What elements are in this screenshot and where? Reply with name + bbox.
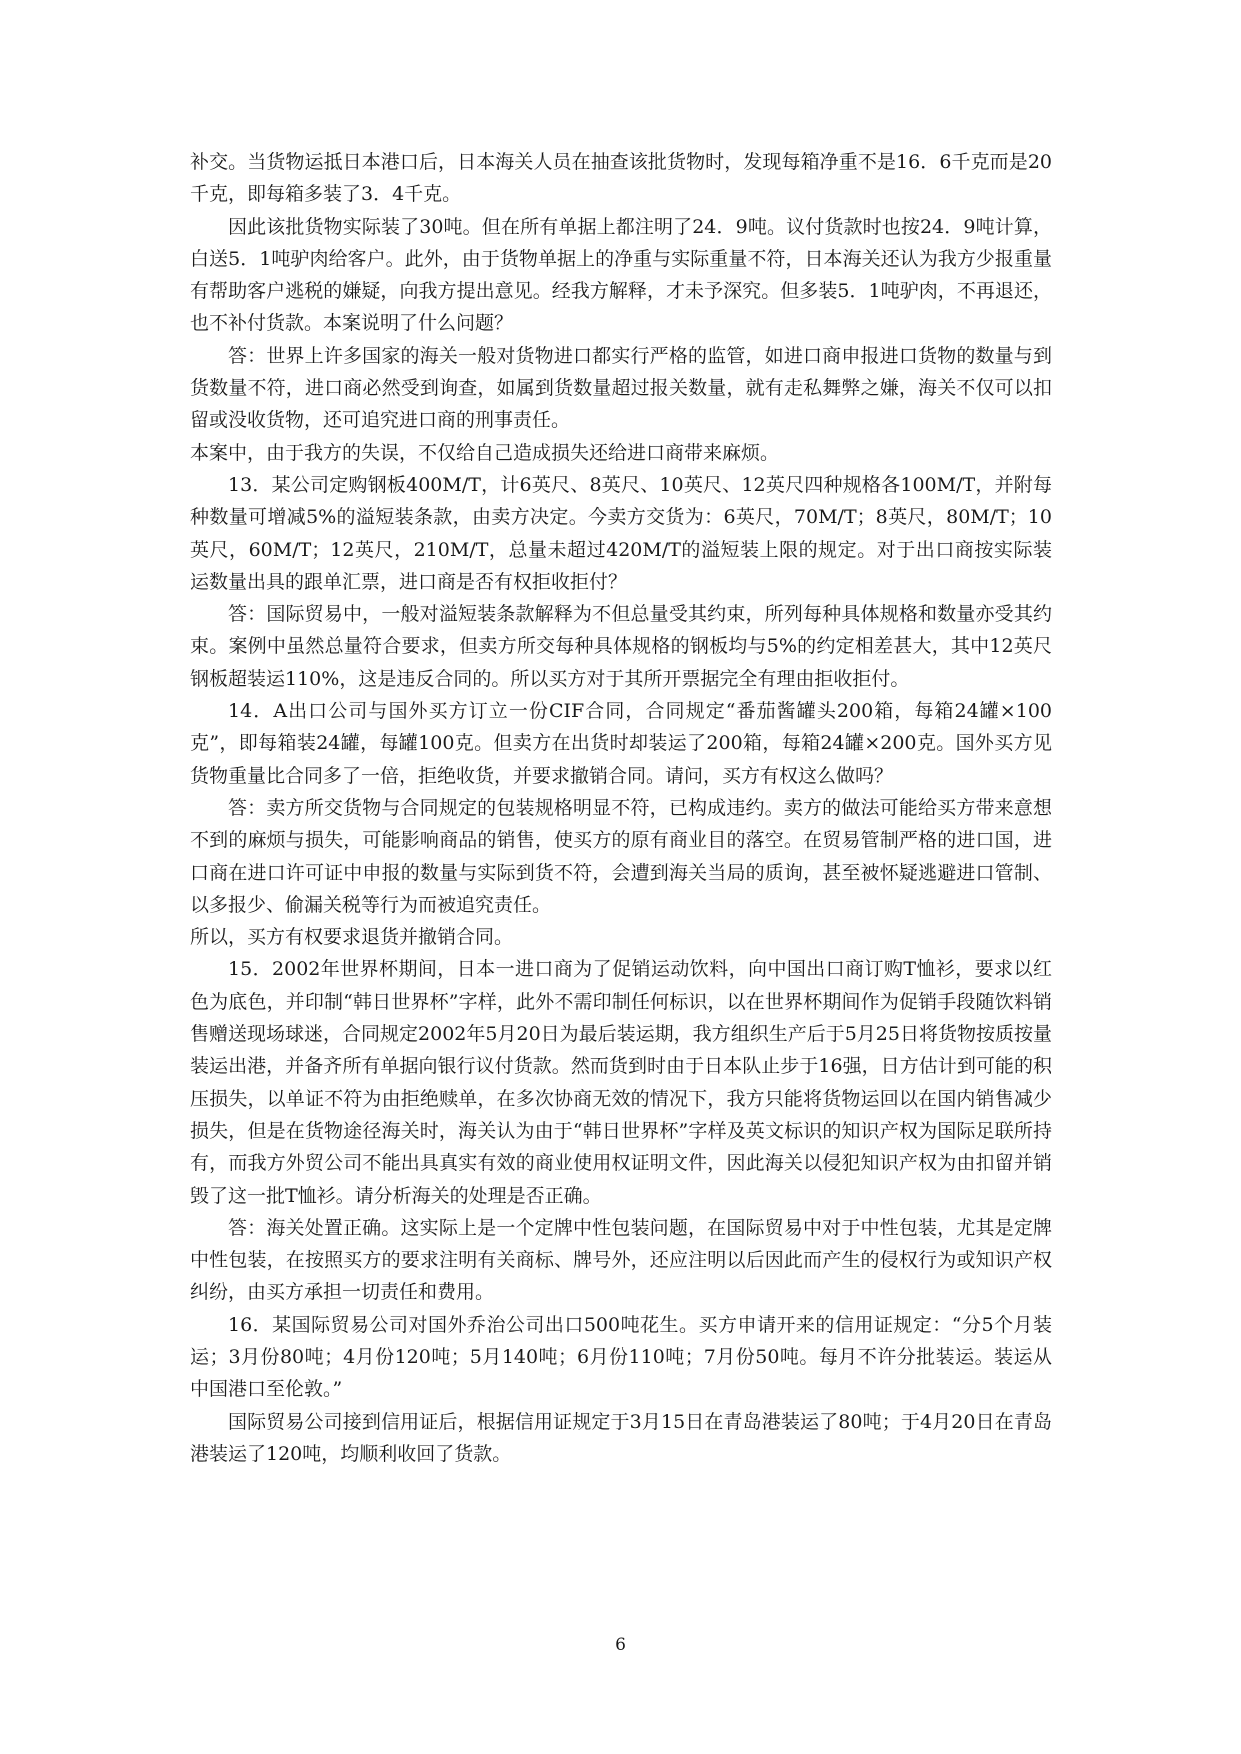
answer-paragraph: 答：海关处置正确。这实际上是一个定牌中性包装问题，在国际贸易中对于中性包装，尤其是定牌中性包装，在按照买方的要求注明有关商标、牌号外，还应注明以后因此而产生的侵权行为或知识产权纠纷，由买方承担一切责任和费用。 xyxy=(190,1216,1052,1304)
document-body xyxy=(190,146,1052,1470)
case-paragraph-15: 15．2002年世界杯期间，日本一进口商为了促销运动饮料，向中国出口商订购T恤衫，要求以红色为底色，并印制“韩日世界杯”字样，此外不需印制任何标识，以在世界杯期间作为促销手段随饮料销售赠送现场球迷，合同规定2002年5月20日为最后装运期，我方组织生产后于5月25日将货物按质按量装运出港，并备齐所有单据向银行议付货款。然而货到时由于日本队止步于16强，日方估计到可能的积压损失，以单证不符为由拒绝赎单，在多次协商无效的情况下，我方只能将货物运回以在国内销售减少损失，但是在货物途径海关时，海关认为由于“韩日世界杯”字样及英文标识的知识产权为国际足联所持有，而我方外贸公司不能出具真实有效的商业使用权证明文件，因此海关以侵犯知识产权为由扣留并销毁了这一批T恤衫。请分析海关的处理是否正确。 xyxy=(190,958,1052,1207)
paragraph: 因此该批货物实际装了30吨。但在所有单据上都注明了24．9吨。议付货款时也按24．9吨计算，白送5．1吨驴肉给客户。此外，由于货物单据上的净重与实际重量不符，日本海关还认为我方少报重量有帮助客户逃税的嫌疑，向我方提出意见。经我方解释，才未予深究。但多装5．1吨驴肉，不再退还，也不补付货款。本案说明了什么问题？ xyxy=(190,215,1052,335)
paragraph: 本案中，由于我方的失误，不仅给自己造成损失还给进口商带来麻烦。 xyxy=(190,441,780,464)
case-paragraph-14: 14．A出口公司与国外买方订立一份CIF合同，合同规定“番茄酱罐头200箱，每箱24罐×100克”，即每箱装24罐，每罐100克。但卖方在出货时却装运了200箱，每箱24罐×200克。国外买方见货物重量比合同多了一倍，拒绝收货，并要求撤销合同。请问，买方有权这么做吗？ xyxy=(190,700,1052,787)
answer-paragraph: 答：卖方所交货物与合同规定的包装规格明显不符，已构成违约。卖方的做法可能给买方带来意想不到的麻烦与损失，可能影响商品的销售，使买方的原有商业目的落空。在贸易管制严格的进口国，进口商在进口许可证中申报的数量与实际到货不符，会遭到海关当局的质询，甚至被怀疑逃避进口管制、以多报少、偷漏关税等行为而被追究责任。 xyxy=(190,796,1052,916)
paragraph: 所以，买方有权要求退货并撤销合同。 xyxy=(190,926,514,949)
case-paragraph-16: 16．某国际贸易公司对国外乔治公司出口500吨花生。买方申请开来的信用证规定：“分5个月装运；3月份80吨；4月份120吨；5月140吨；6月份110吨；7月份50吨。每月不许分批装运。装运从中国港口至伦敦。” xyxy=(190,1313,1052,1401)
page-number: 6 xyxy=(615,1635,626,1655)
case-paragraph-13: 13．某公司定购钢板400M/T，计6英尺、8英尺、10英尺、12英尺四种规格各100M/T，并附每种数量可增减5%的溢短装条款，由卖方决定。今卖方交货为：6英尺，70M/T；8英尺，80M/T；10英尺，60M/T；12英尺，210M/T，总量未超过420M/T的溢短装上限的规定。对于出口商按实际装运数量出具的跟单汇票，进口商是否有权拒收拒付？ xyxy=(190,473,1052,593)
paragraph: 补交。当货物运抵日本港口后，日本海关人员在抽查该批货物时，发现每箱净重不是16．6千克而是20千克，即每箱多装了3．4千克。 xyxy=(190,151,1052,206)
paragraph: 国际贸易公司接到信用证后，根据信用证规定于3月15日在青岛港装运了80吨；于4月20日在青岛港装运了120吨，均顺利收回了货款。 xyxy=(190,1410,1052,1465)
answer-paragraph: 答：世界上许多国家的海关一般对货物进口都实行严格的监管，如进口商申报进口货物的数量与到货数量不符，进口商必然受到询查，如属到货数量超过报关数量，就有走私舞弊之嫌，海关不仅可以扣留或没收货物，还可追究进口商的刑事责任。 xyxy=(190,344,1052,432)
answer-paragraph: 答：国际贸易中，一般对溢短装条款解释为不但总量受其约束，所列每种具体规格和数量亦受其约束。案例中虽然总量符合要求，但卖方所交每种具体规格的钢板均与5%的约定相差甚大，其中12英尺钢板超装运110%，这是违反合同的。所以买方对于其所开票据完全有理由拒收拒付。 xyxy=(190,603,1052,690)
